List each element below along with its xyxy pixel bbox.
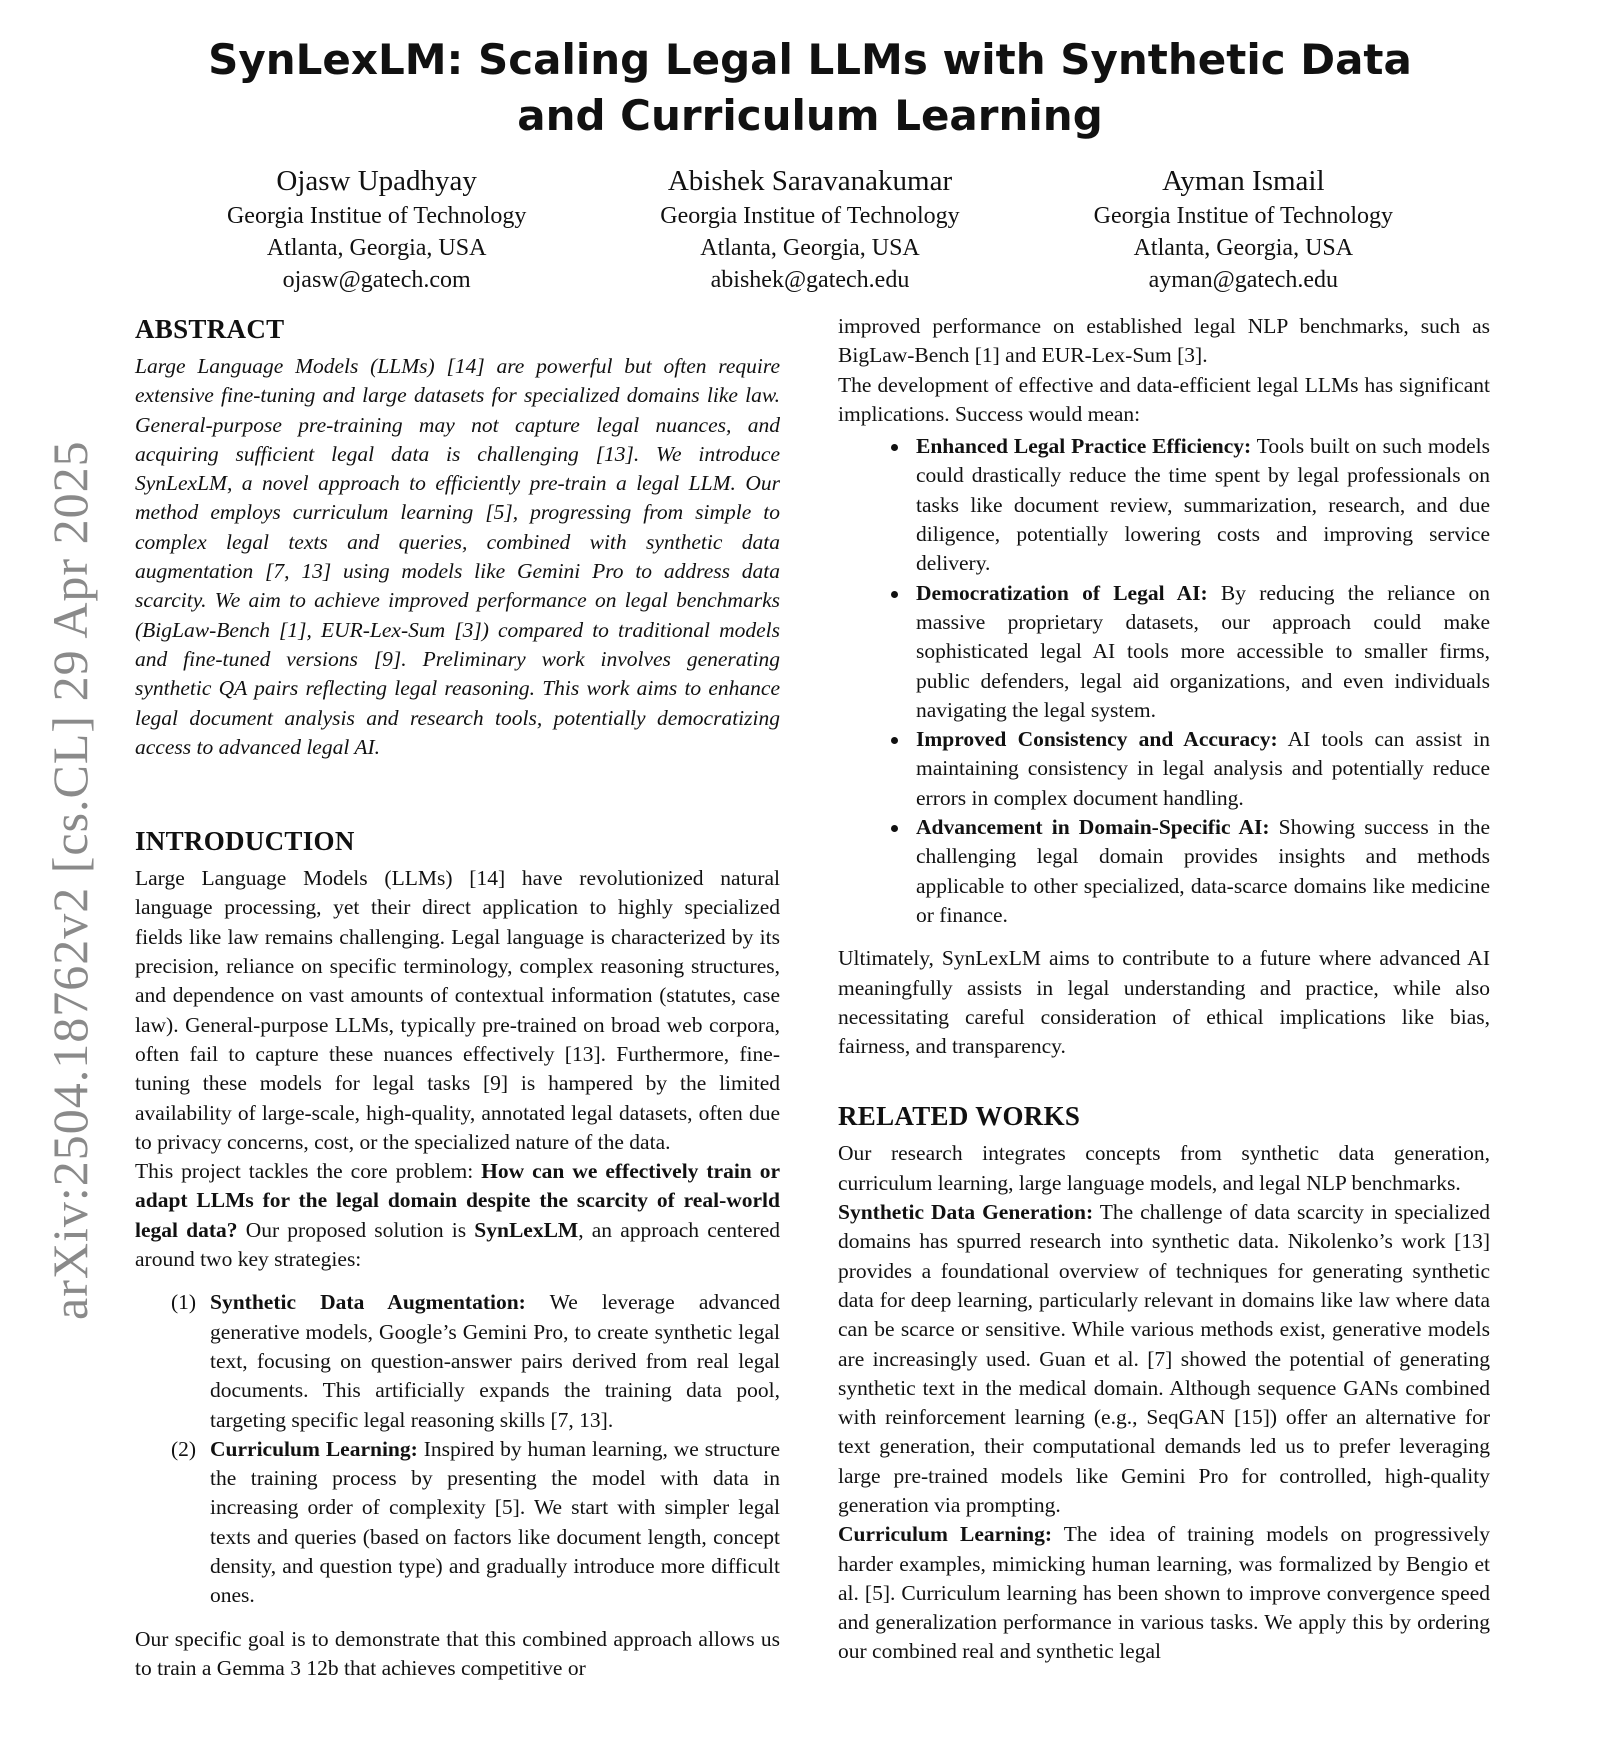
author-email: abishek@gatech.edu	[710, 267, 910, 293]
author-2	[593, 162, 1026, 296]
author-affiliation: Georgia Institue of Technology	[660, 203, 960, 229]
strategy-item	[135, 1288, 780, 1434]
implication-text: Showing success in the challenging legal domain provides insights and methods applicable to other specialized, data-scarce domains like medicine or finance.	[916, 815, 1490, 927]
author-name: Ojasw Upadhyay	[276, 165, 477, 197]
bullet-icon	[891, 825, 898, 832]
paragraph-title: Curriculum Learning:	[838, 1522, 1052, 1547]
implication-text: Tools built on such models could drastically reduce the time spent by legal professionals on tasks like document review, summarization, research, and due diligence, potentially lowering costs and improving service delivery.	[916, 434, 1490, 576]
implication-title: Democratization of Legal AI:	[916, 580, 1208, 605]
research-question: How can we effectively train or adapt LLMs for the legal domain despite the scarcity of real-world legal data?	[135, 1159, 780, 1242]
strategy-list	[135, 1288, 780, 1610]
author-name: Abishek Saravanakumar	[667, 165, 953, 197]
abstract-text: Large Language Models (LLMs) [14] are powerful but often require extensive fine-tuning and large datasets for specialized domains like law. General-purpose pre-training may not capture legal nuances, and acquiring sufficient legal data is challenging [13]. We introduce SynLexLM, a novel approach to efficiently pre-train a legal LLM. Our method employs curriculum learning [5], progressing from simple to complex legal texts and queries, combined with synthetic data augmentation [7, 13] using models like Gemini Pro to address data scarcity. We aim to achieve improved performance on legal benchmarks (BigLaw-Bench [1], EUR-Lex-Sum [3]) compared to traditional models and fine-tuned versions [9]. Preliminary work involves generating synthetic QA pairs reflecting legal reasoning. This work aims to enhance legal document analysis and research tools, potentially democratizing access to advanced legal AI.	[135, 354, 780, 759]
strategy-item	[135, 1435, 780, 1611]
related-intro: Our research integrates concepts from synthetic data generation, curriculum learning, large language models, and legal NLP benchmarks.	[838, 1141, 1490, 1195]
strategy-title: Curriculum Learning:	[210, 1436, 418, 1461]
synthetic-data-paragraph: Synthetic Data Generation: The challenge of data scarcity in specialized domains has spurred research into synthetic data. Nikolenko’s work [13] provides a foundational overview of techniques for generating synthetic data for deep learning, particularly relevant in domains like law where data can be scarce or sensitive. While various methods exist, generative models are increasingly used. Guan et al. [7] showed the potential of generating synthetic text in the medical domain. Although sequence GANs combined with reinforcement learning (e.g., SeqGAN [15]) offer an alternative for text generation, their computational demands led us to prefer leveraging large pre-trained models like Gemini Pro for controlled, high-quality generation via prompting.	[838, 1200, 1491, 1517]
strategy-number: (1)	[171, 1290, 197, 1315]
strategy-title: Synthetic Data Augmentation:	[210, 1290, 526, 1315]
implication-title: Advancement in Domain-Specific AI:	[916, 815, 1270, 840]
intro-paragraph-2: This project tackles the core problem: How can we effectively train or adapt LLMs for the legal domain despite the scarcity of real-world legal data? Our proposed solution is SynLexLM, an approach centered around two key strategies:	[135, 1159, 780, 1272]
bullet-icon	[891, 737, 898, 744]
strategy-text: Inspired by human learning, we structure the training process by presenting the model with data in increasing order of complexity [5]. We start with simpler legal texts and queries (based on factors like document length, concept density, and question type) and gradually introduce more difficult ones.	[210, 1436, 780, 1608]
paper-title: SynLexLM: Scaling Legal LLMs with Synthetic Data and Curriculum Learning	[208, 35, 1412, 140]
author-location: Atlanta, Georgia, USA	[1133, 235, 1354, 261]
implications-paragraph: The development of effective and data-efficient legal LLMs has significant implications. Success would mean:	[838, 372, 1490, 426]
implication-text: AI tools can assist in maintaining consistency in legal analysis and potentially reduce errors in complex document handling.	[916, 727, 1490, 810]
intro-paragraph-3: Our specific goal is to demonstrate that this combined approach allows us to train a Gemma 3 12b that achieves competitive or	[135, 1626, 780, 1680]
author-1	[160, 162, 593, 296]
abstract-heading: ABSTRACT	[135, 314, 285, 344]
implication-title: Enhanced Legal Practice Efficiency:	[916, 434, 1252, 459]
author-name: Ayman Ismail	[1162, 165, 1325, 197]
author-email: ayman@gatech.edu	[1148, 267, 1338, 293]
implication-text: By reducing the reliance on massive proprietary datasets, our approach could make sophisticated legal AI tools more accessible to smaller firms, public defenders, legal aid organizations, and even individuals navigating the legal system.	[916, 580, 1490, 722]
introduction-heading: INTRODUCTION	[135, 826, 355, 857]
right-column	[838, 312, 1490, 1667]
author-location: Atlanta, Georgia, USA	[266, 235, 487, 261]
implication-item	[838, 725, 1490, 813]
left-column	[135, 312, 780, 1683]
arxiv-identifier: arXiv:2504.18762v2 [cs.CL] 29 Apr 2025	[42, 440, 98, 1320]
conclusion-paragraph: Ultimately, SynLexLM aims to contribute to a future where advanced AI meaningfully assists in legal understanding and practice, while also necessitating careful consideration of ethical implications like bias, fairness, and transparency.	[838, 946, 1490, 1059]
author-location: Atlanta, Georgia, USA	[700, 235, 920, 261]
author-affiliation: Georgia Institue of Technology	[1093, 203, 1393, 229]
continued-paragraph: improved performance on established legal NLP benchmarks, such as BigLaw-Bench [1] and EUR-Lex-Sum [3].	[838, 314, 1490, 368]
implication-item	[838, 432, 1490, 578]
implication-title: Improved Consistency and Accuracy:	[916, 727, 1278, 752]
implication-item	[838, 579, 1490, 725]
strategy-number: (2)	[171, 1436, 197, 1461]
related-works-heading: RELATED WORKS	[838, 1101, 1081, 1132]
bullet-icon	[891, 591, 898, 598]
curriculum-learning-paragraph: Curriculum Learning: The idea of training models on progressively harder examples, mimicking human learning, was formalized by Bengio et al. [5]. Curriculum learning has been shown to improve convergence speed and generalization performance in various tasks. We apply this by ordering our combined real and synthetic legal	[838, 1522, 1490, 1664]
paragraph-title: Synthetic Data Generation:	[838, 1200, 1094, 1225]
author-email: ojasw@gatech.com	[282, 267, 471, 293]
bullet-icon	[891, 444, 898, 451]
author-affiliation: Georgia Institue of Technology	[226, 203, 527, 229]
system-name: SynLexLM	[474, 1217, 579, 1242]
author-block	[160, 162, 1460, 296]
strategy-text: We leverage advanced generative models, Google’s Gemini Pro, to create synthetic legal text, focusing on question-answer pairs derived from real legal documents. This artificially expands the training data pool, targeting specific legal reasoning skills [7, 13].	[210, 1290, 781, 1432]
implications-list	[838, 432, 1490, 930]
author-3	[1027, 162, 1460, 296]
implication-item	[838, 813, 1490, 930]
intro-paragraph-1: Large Language Models (LLMs) [14] have revolutionized natural language processing, yet their direct application to highly specialized fields like law remains challenging. Legal language is characterized by its precision, reliance on specific terminology, complex reasoning structures, and dependence on vast amounts of contextual information (statutes, case law). General-purpose LLMs, typically pre-trained on broad web corpora, often fail to capture these nuances effectively [13]. Furthermore, fine-tuning these models for legal tasks [9] is hampered by the limited availability of large-scale, high-quality, annotated legal datasets, often due to privacy concerns, cost, or the specialized nature of the data.	[135, 866, 780, 1154]
